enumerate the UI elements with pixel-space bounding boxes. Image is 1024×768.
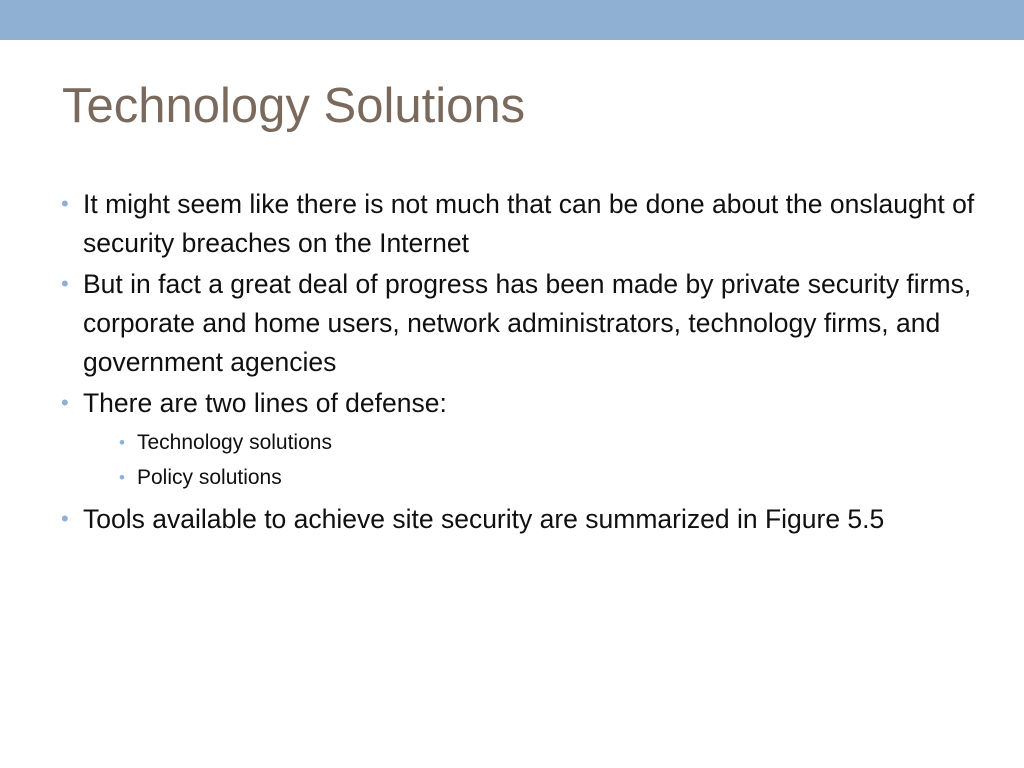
list-item [55, 384, 985, 496]
bullet-text: • Tools available to achieve site security are summarized in Figure 5.5 [83, 504, 885, 535]
sub-list-item [115, 460, 985, 496]
bullet-text: • There are two lines of defense: [83, 387, 447, 418]
page-title: Technology Solutions [62, 79, 526, 133]
list-item [55, 500, 985, 539]
sub-bullet-text: Policy solutions [137, 466, 282, 490]
sub-list-item [115, 425, 985, 461]
sub-bullet-text: Technology solutions [137, 430, 332, 454]
list-item [55, 185, 985, 263]
bullet-text: • It might seem like there is not much that can be done about the onslaught of security breaches on the Internet [83, 189, 975, 258]
sub-bullet-list [83, 425, 985, 496]
slide-top-accent-band [0, 0, 1024, 40]
list-item [55, 265, 985, 382]
bullet-text: • But in fact a great deal of progress has been made by private security firms, corporate and home users, network administrators, technology firms, and government agencies [83, 268, 972, 377]
bullet-list [55, 185, 985, 539]
slide-body [55, 185, 985, 541]
